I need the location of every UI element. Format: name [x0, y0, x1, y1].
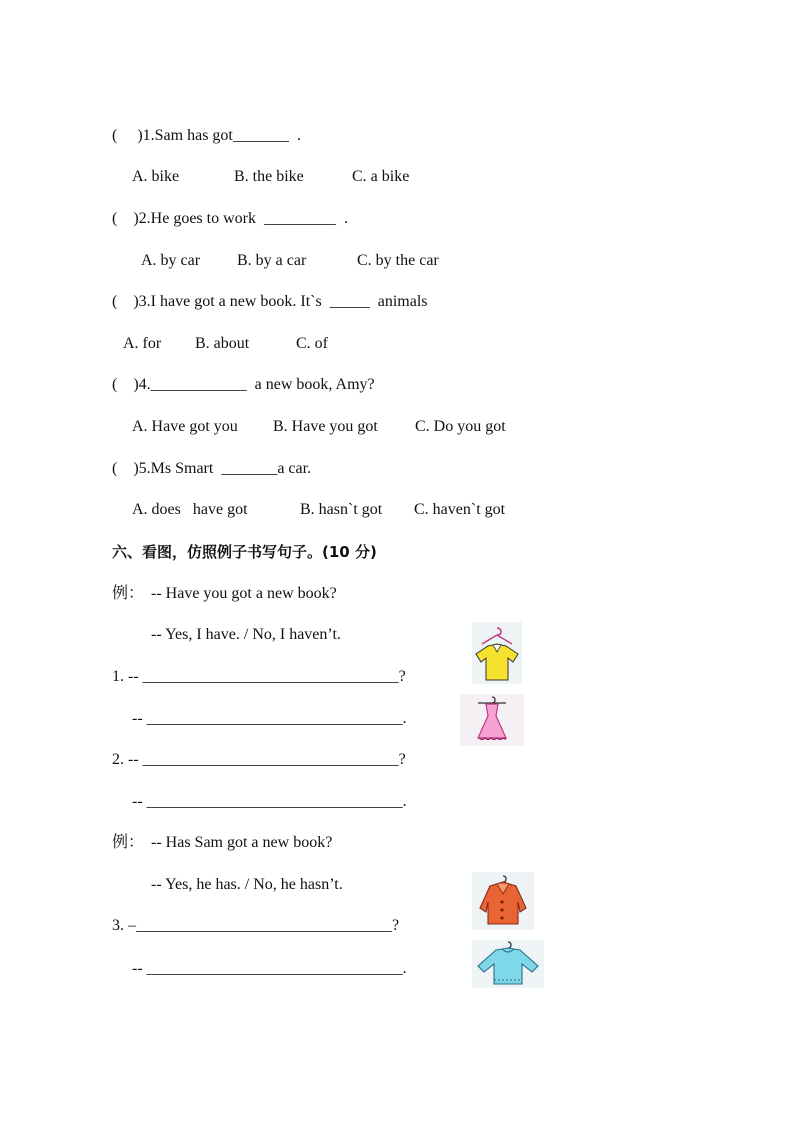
question-2-stem: ( )2.He goes to work _________ . [112, 210, 348, 227]
question-1-option-b: B. the bike [234, 168, 304, 185]
item-1-question: 1. -- ________________________________? [112, 668, 406, 685]
item-2-question: 2. -- ________________________________? [112, 751, 406, 768]
question-5-stem: ( )5.Ms Smart _______a car. [112, 460, 312, 477]
question-2-option-a: A. by car [141, 252, 201, 269]
question-5-option-c: C. haven`t got [414, 501, 506, 518]
example-2-label: 例： [112, 834, 145, 851]
example-2-answer: -- Yes, he has. / No, he hasn’t. [151, 876, 343, 893]
red-coat-icon [472, 872, 534, 930]
yellow-shirt-icon [472, 622, 522, 684]
question-3-option-b: B. about [195, 335, 250, 352]
question-3-option-c: C. of [296, 335, 328, 352]
question-5-option-b: B. hasn`t got [300, 501, 383, 518]
question-1-option-c: C. a bike [352, 168, 410, 185]
question-4-option-c: C. Do you got [415, 418, 506, 435]
example-1-label: 例： [112, 585, 145, 602]
item-2-answer: -- ________________________________. [132, 793, 407, 810]
question-1-stem: ( )1.Sam has got_______ . [112, 127, 301, 144]
item-1-answer: -- ________________________________. [132, 710, 407, 727]
example-1-question: -- Have you got a new book? [151, 585, 337, 602]
question-4-option-a: A. Have got you [132, 418, 238, 435]
question-4-option-b: B. Have you got [273, 418, 378, 435]
question-5-option-a: A. does have got [132, 501, 248, 518]
question-4-stem: ( )4.____________ a new book, Amy? [112, 376, 375, 393]
item-3-answer: -- ________________________________. [132, 960, 407, 977]
pink-dress-icon [460, 694, 524, 746]
question-3-option-a: A. for [123, 335, 162, 352]
question-3-stem: ( )3.I have got a new book. It`s _____ animals [112, 293, 428, 310]
question-2-option-c: C. by the car [357, 252, 439, 269]
section-6-heading: 六、看图，仿照例子书写句子。(10 分) [112, 543, 377, 561]
item-3-question: 3. –________________________________? [112, 917, 400, 934]
question-1-option-a: A. bike [132, 168, 180, 185]
question-2-option-b: B. by a car [237, 252, 307, 269]
example-1-answer: -- Yes, I have. / No, I haven’t. [151, 626, 341, 643]
example-2-question: -- Has Sam got a new book? [151, 834, 333, 851]
blue-sweater-icon [472, 940, 544, 988]
